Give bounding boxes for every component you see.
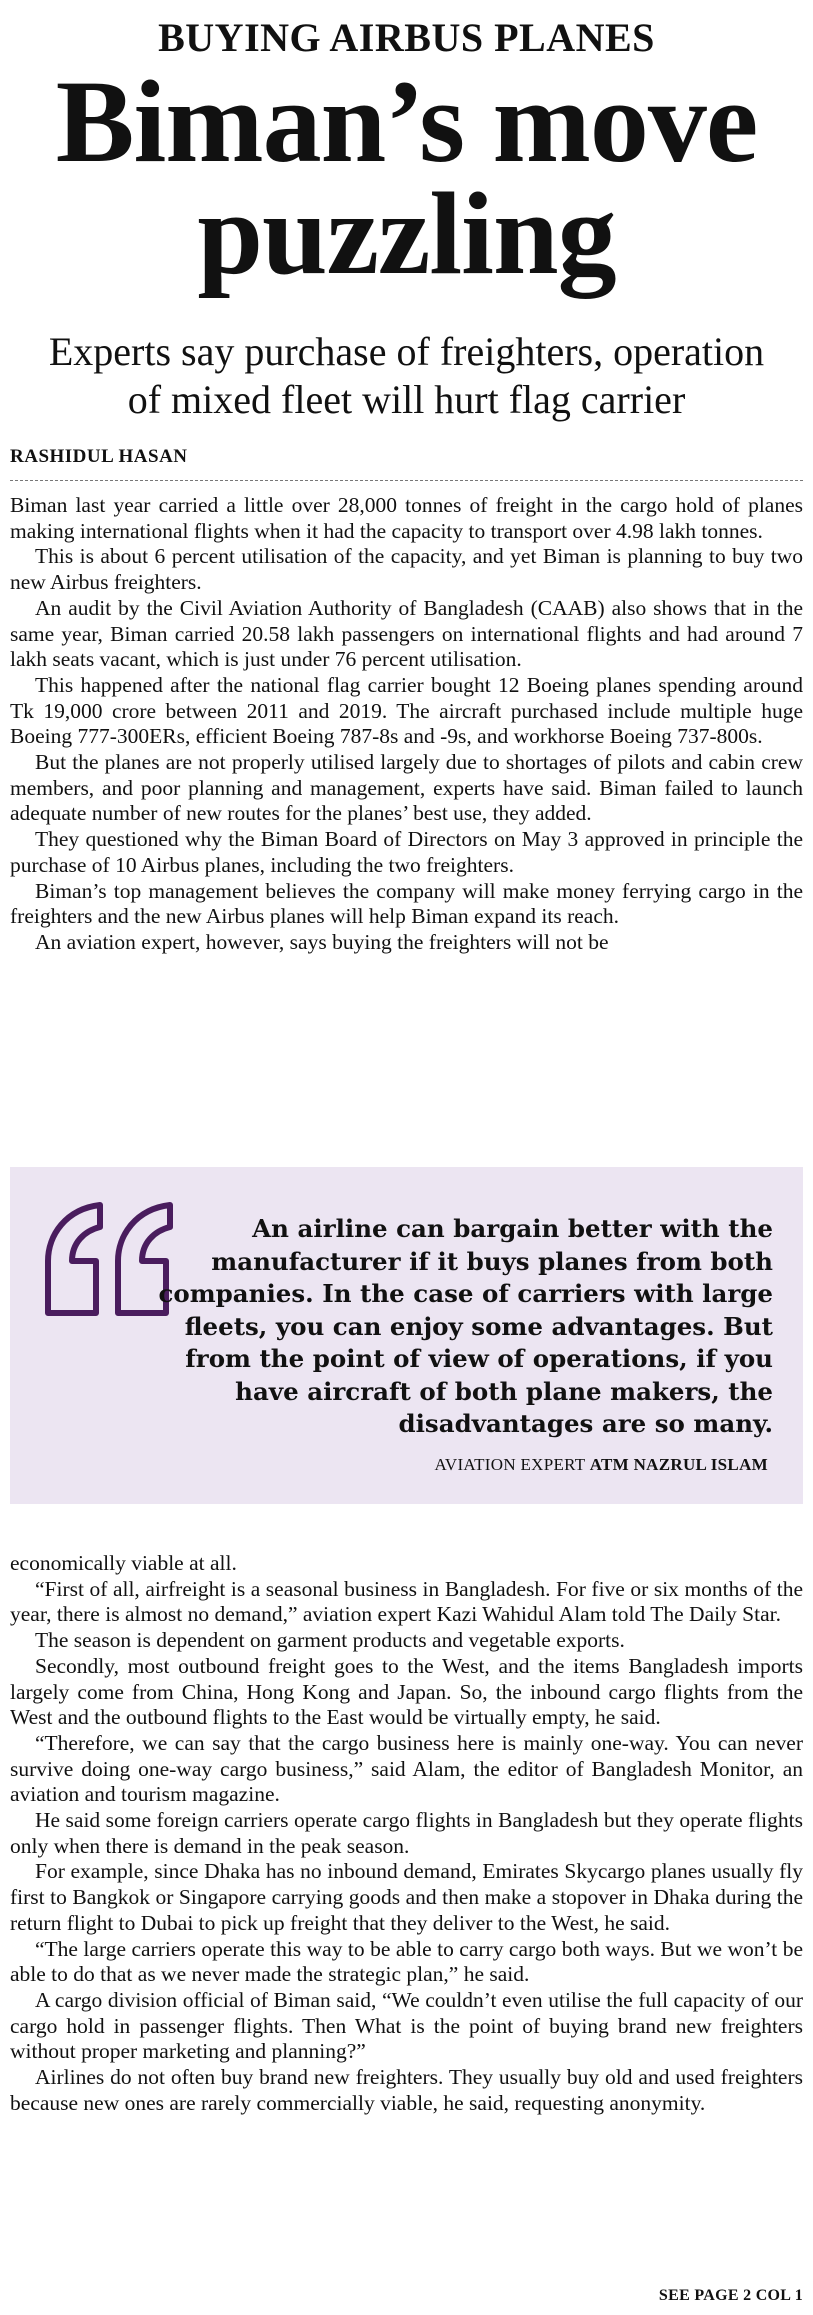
paragraph: The season is dependent on garment products and vegetable exports.	[35, 1628, 625, 1653]
headline	[0, 56, 813, 299]
paragraph: Secondly, most outbound freight goes to the West, and the items Bangladesh imports largely come from China, Hong Kong and Japan. So, the inbound cargo flights from the West and the outbound flights to the East would be virtually empty, he said.	[10, 1653, 803, 1730]
paragraph: Airlines do not often buy brand new freighters. They usually buy old and used freighters because new ones are rarely commercially viable, he said, requesting anonymity.	[10, 2065, 803, 2115]
attribution-role: AVIATION EXPERT	[434, 1455, 586, 1474]
attribution-name: ATM NAZRUL ISLAM	[589, 1455, 768, 1474]
pull-quote-attribution	[434, 1455, 768, 1475]
paragraph: Biman’s top management believes the company will make money ferrying cargo in the freighters and the new Airbus planes will help Biman expand its reach.	[10, 878, 803, 929]
paragraph: For example, since Dhaka has no inbound demand, Emirates Skycargo planes usually fly first to Bangkok or Singapore carrying goods and then make a stopover in Dhaka during the return flight to Dubai to pick up freight that they deliver to the West, he said.	[10, 1859, 803, 1935]
article-body-part-2	[10, 1551, 803, 2116]
paragraph: He said some foreign carriers operate cargo flights in Bangladesh but they operate flights only when there is demand in the peak season.	[10, 1808, 803, 1858]
subheadline	[10, 328, 803, 424]
paragraph: An audit by the Civil Aviation Authority of Bangladesh (CAAB) also shows that in the same year, Biman carried 20.58 lakh passengers on international flights and had around 7 lakh seats vacant, which is just under 76 percent utilisation.	[10, 595, 803, 672]
paragraph: “Therefore, we can say that the cargo business here is mainly one-way. You can never survive doing one-way cargo business,” said Alam, the editor of Bangladesh Monitor, an aviation and tourism magazine.	[10, 1730, 803, 1807]
byline-divider	[10, 480, 803, 481]
paragraph: They questioned why the Biman Board of Directors on May 3 approved in principle the purchase of 10 Airbus planes, including the two freighters.	[10, 827, 803, 877]
paragraph: “The large carriers operate this way to be able to carry cargo both ways. But we won’t be able to do that as we never made the strategic plan,” he said.	[10, 1936, 803, 1987]
paragraph: But the planes are not properly utilised largely due to shortages of pilots and cabin crew members, and poor planning and management, experts have said. Biman failed to launch adequate number of new routes for the planes’ best use, they added.	[10, 750, 803, 826]
paragraph: An aviation expert, however, says buying the freighters will not be	[35, 929, 609, 954]
headline-line-2: puzzling	[197, 168, 616, 299]
paragraph: A cargo division official of Biman said, “We couldn’t even utilise the full capacity of our cargo hold in passenger flights. Then What is the point of buying brand new freighters without proper marketing and planning?”	[10, 1987, 803, 2064]
paragraph: Biman last year carried a little over 28,000 tonnes of freight in the cargo hold of planes making international flights when it had the capacity to transport over 4.98 lakh tonnes.	[10, 493, 803, 543]
pull-quote-box	[10, 1167, 803, 1504]
paragraph: This is about 6 percent utilisation of the capacity, and yet Biman is planning to buy two new Airbus freighters.	[10, 544, 803, 595]
subheadline-line-1: Experts say purchase of freighters, operation	[48, 329, 765, 374]
paragraph: This happened after the national flag carrier bought 12 Boeing planes spending around Tk 19,000 crore between 2011 and 2019. The aircraft purchased include multiple huge Boeing 777-300ERs, efficient Boeing 787-8s and -9s, and workhorse Boeing 737-800s.	[10, 672, 803, 749]
paragraph: “First of all, airfreight is a seasonal business in Bangladesh. For five or six months of the year, there is almost no demand,” aviation expert Kazi Wahidul Alam told The Daily Star.	[10, 1576, 803, 1627]
article-body-part-1	[10, 493, 803, 956]
paragraph: economically viable at all.	[10, 1551, 237, 1575]
pull-quote-text: An airline can bargain better with the manufacturer if it buys planes from both companies. In the case of carriers with large fleets, you can enjoy some advantages. But from the point of view of operations, if you have aircraft of both plane makers, the disadvantages are so many.	[158, 1214, 773, 1438]
byline: RASHIDUL HASAN	[10, 446, 188, 467]
continuation-jump-line: SEE PAGE 2 COL 1	[658, 2287, 803, 2304]
subheadline-line-2: of mixed fleet will hurt flag carrier	[127, 377, 686, 422]
headline-line-1: Biman’s move	[55, 56, 758, 187]
kicker: BUYING AIRBUS PLANES	[158, 15, 655, 60]
